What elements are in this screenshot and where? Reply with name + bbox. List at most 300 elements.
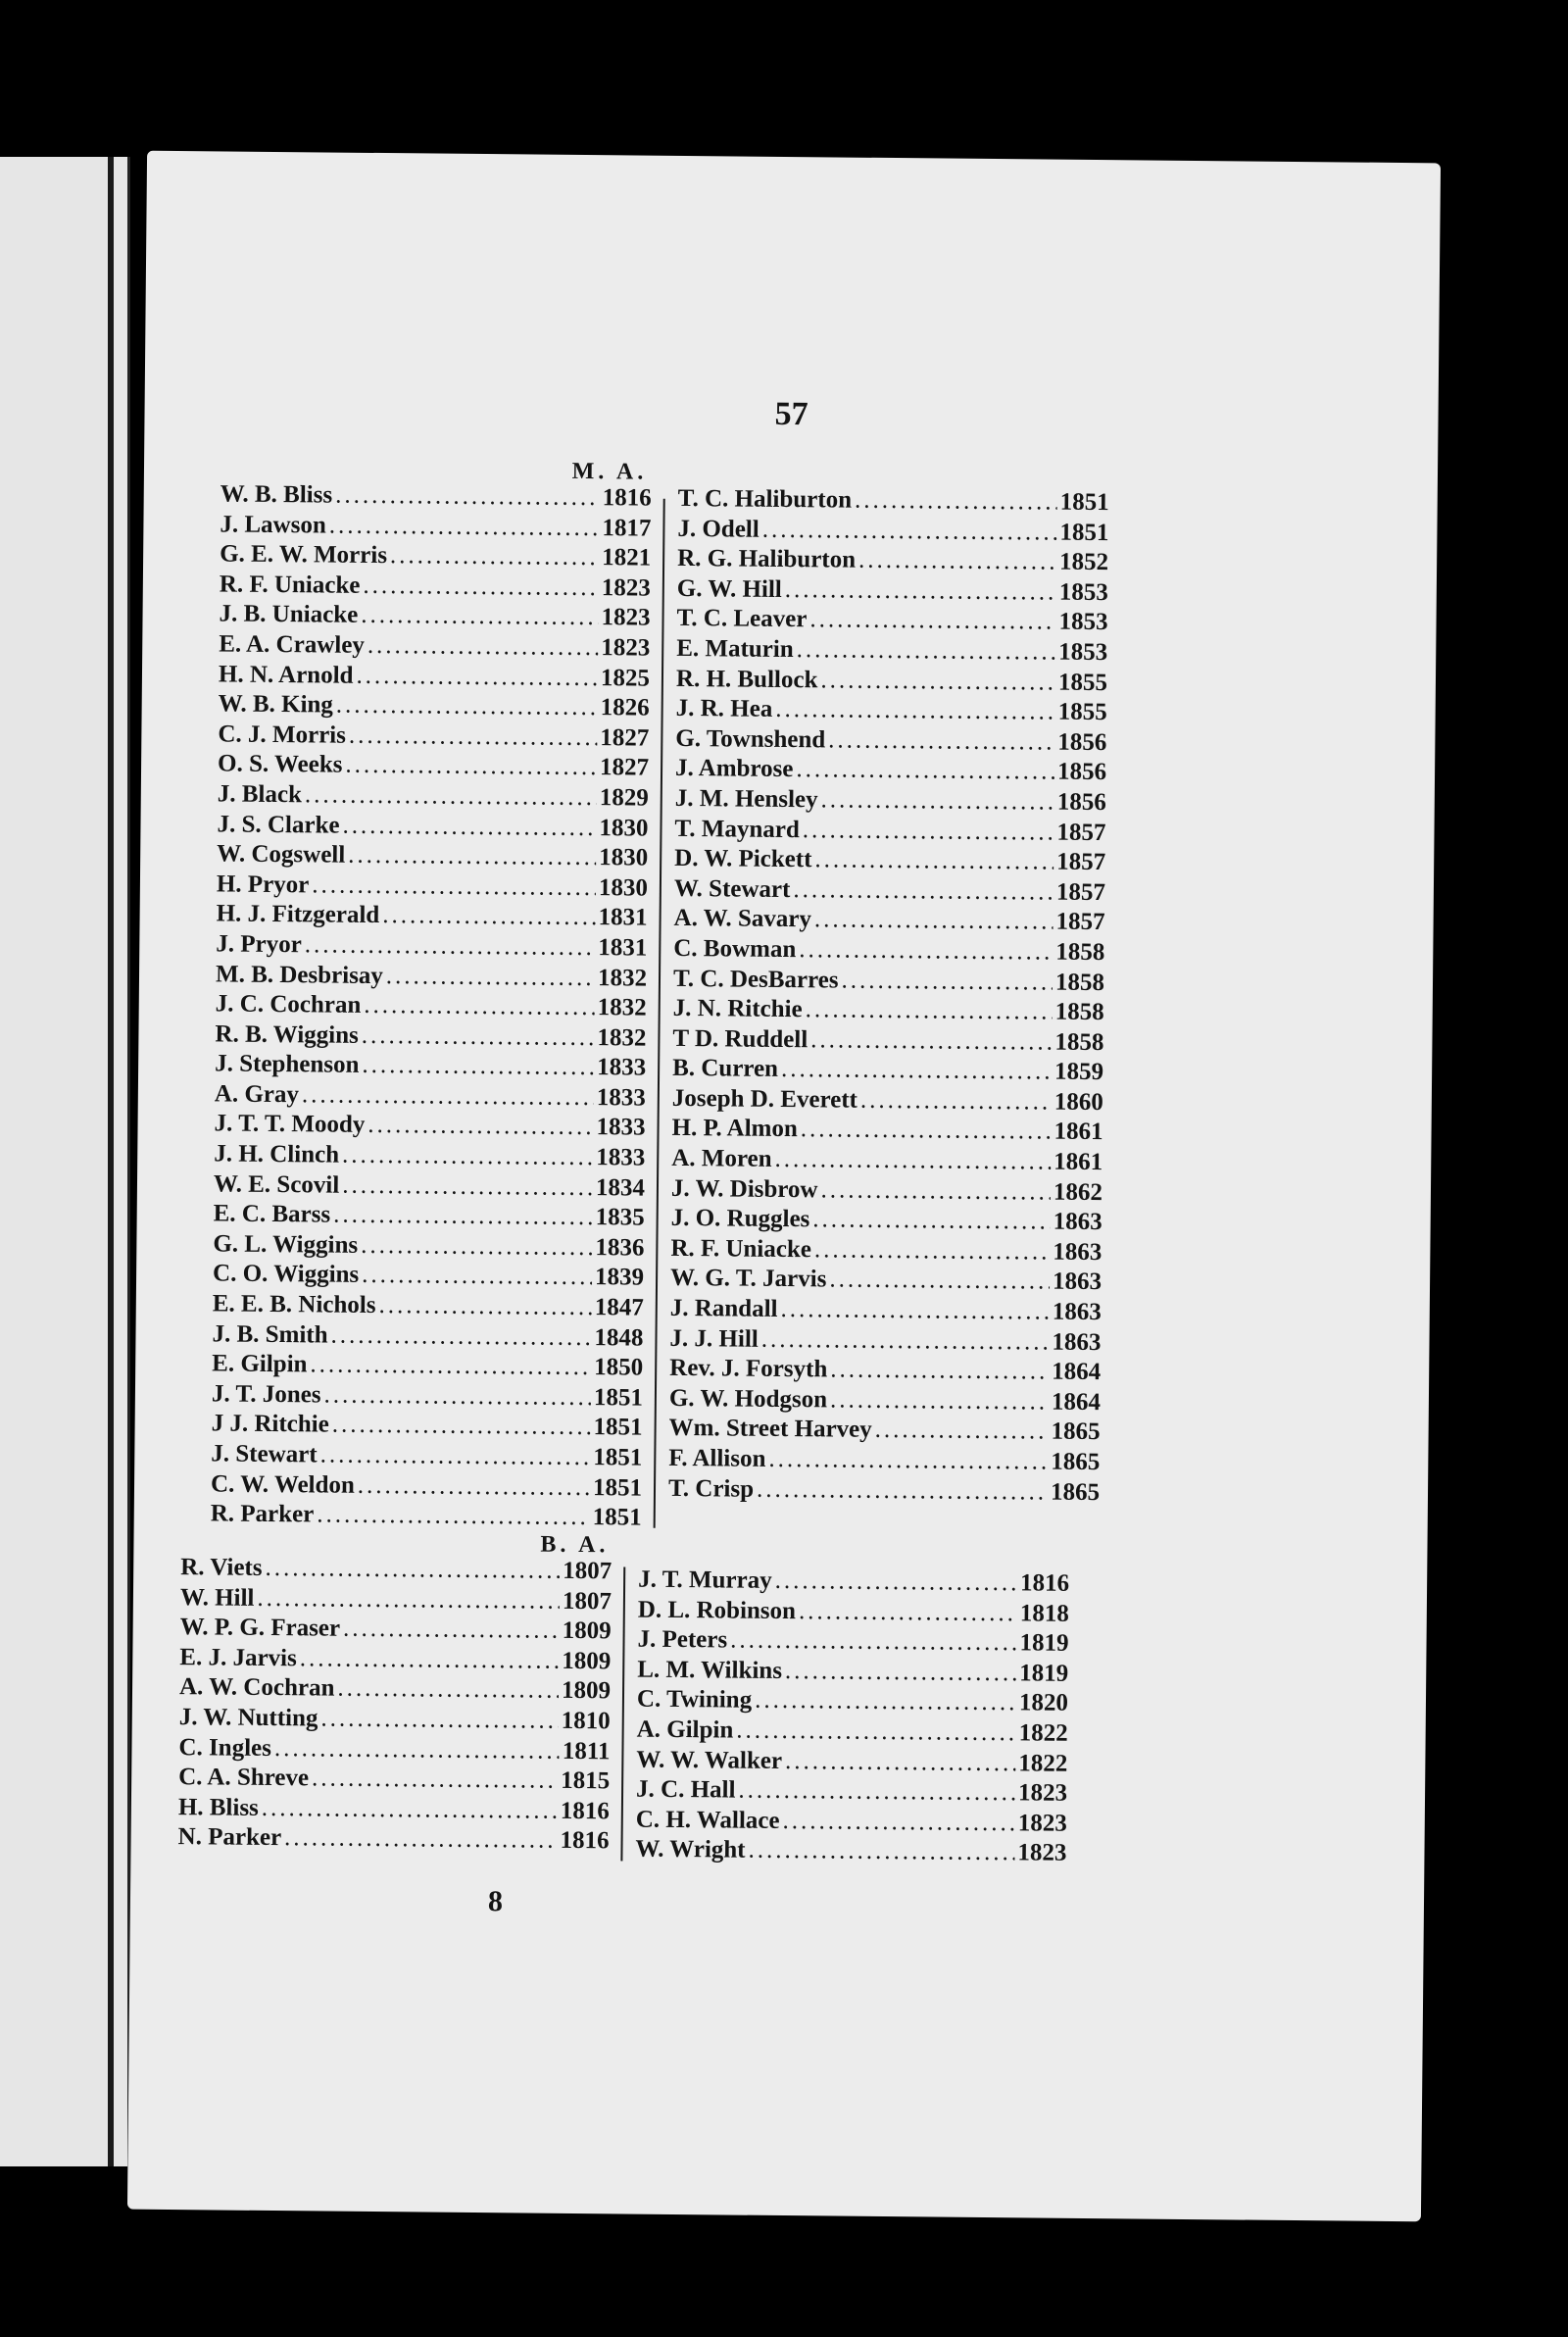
graduate-name: G. W. Hodgson [668, 1384, 828, 1414]
graduation-year: 1816 [602, 484, 652, 512]
graduation-year: 1852 [1058, 548, 1109, 576]
list-item [638, 1566, 1069, 1600]
graduate-name: J. O. Ruggles [670, 1205, 810, 1233]
leader-dots [364, 991, 595, 1023]
leader-dots [362, 1051, 594, 1083]
leader-dots [317, 1501, 590, 1533]
leader-dots [799, 1597, 1017, 1629]
graduate-name: J. B. Uniacke [219, 600, 359, 629]
leader-dots [785, 1747, 1016, 1779]
graduate-name: T. C. Haliburton [677, 484, 853, 514]
graduate-name: C. Bowman [673, 934, 797, 964]
ba-right-column [635, 1566, 1069, 1869]
graduate-name: E. E. B. Nichols [212, 1290, 376, 1319]
graduation-year: 1859 [1054, 1058, 1104, 1086]
leader-dots [809, 606, 1055, 638]
graduate-name: J. Peters [637, 1625, 728, 1654]
ba-heading: B. A. [540, 1531, 610, 1559]
list-item [676, 664, 1107, 698]
graduation-year: 1816 [1019, 1569, 1070, 1597]
list-item [213, 1289, 644, 1323]
graduation-year: 1851 [593, 1414, 643, 1442]
leader-dots [390, 541, 599, 573]
leader-dots [755, 1686, 1016, 1718]
list-item [676, 634, 1107, 669]
leader-dots [775, 695, 1055, 727]
graduate-name: T. Crisp [667, 1474, 755, 1503]
list-item [216, 929, 647, 964]
list-item [180, 1583, 612, 1617]
graduate-name: W. Stewart [673, 874, 791, 903]
list-item [215, 1019, 646, 1054]
list-item [671, 1204, 1102, 1238]
graduation-year: 1832 [597, 994, 647, 1021]
graduate-name: W. B. King [218, 690, 334, 719]
graduate-name: W. W. Walker [636, 1746, 783, 1774]
graduate-name: L. M. Wilkins [637, 1656, 783, 1684]
graduate-name: E. J. Jarvis [179, 1643, 297, 1672]
graduation-year: 1858 [1054, 969, 1105, 996]
graduate-name: J. S. Clarke [217, 810, 340, 839]
leader-dots [342, 1170, 593, 1203]
leader-dots [775, 1566, 1018, 1599]
list-item [212, 1319, 643, 1354]
leader-dots [830, 1356, 1049, 1388]
graduation-year: 1833 [596, 1114, 646, 1142]
list-item [673, 994, 1104, 1028]
previous-page-edge [0, 157, 130, 2166]
graduation-year: 1816 [560, 1827, 610, 1855]
list-item [214, 1139, 645, 1173]
graduate-name: C. A. Shreve [178, 1764, 310, 1792]
graduation-year: 1833 [596, 1144, 646, 1171]
list-item [676, 604, 1107, 638]
graduate-name: C. J. Morris [218, 721, 347, 749]
graduation-year: 1857 [1056, 848, 1106, 876]
leader-dots [780, 1295, 1050, 1327]
list-item [218, 720, 649, 754]
graduate-name: J. H. Clinch [214, 1140, 340, 1168]
graduate-name: R. H. Bullock [675, 665, 818, 693]
graduate-name: W. Wright [635, 1835, 746, 1864]
graduation-year: 1823 [1017, 1839, 1067, 1867]
graduate-name: H. J. Fitzgerald [216, 900, 380, 929]
graduate-name: N. Parker [177, 1823, 282, 1852]
graduation-year: 1809 [562, 1617, 612, 1645]
graduation-year: 1819 [1019, 1660, 1069, 1687]
graduate-name: J. Odell [677, 515, 760, 543]
graduation-year: 1807 [562, 1587, 612, 1615]
graduation-year: 1817 [602, 514, 652, 542]
graduation-year: 1864 [1052, 1358, 1102, 1386]
graduate-name: A. Moren [671, 1144, 772, 1172]
list-item [220, 510, 651, 544]
leader-dots [796, 755, 1054, 787]
graduation-year: 1860 [1054, 1088, 1103, 1116]
leader-dots [329, 511, 600, 543]
leader-dots [361, 1231, 593, 1264]
list-item [673, 904, 1104, 938]
graduate-name: D. W. Pickett [674, 845, 812, 873]
graduation-year: 1857 [1055, 878, 1106, 906]
page-gutter [108, 157, 114, 2166]
list-item [215, 1050, 646, 1084]
graduation-year: 1810 [561, 1707, 611, 1735]
list-item [669, 1384, 1101, 1418]
graduation-year: 1851 [592, 1504, 642, 1531]
graduation-year: 1851 [593, 1383, 644, 1412]
list-item [213, 1229, 644, 1264]
list-item [637, 1625, 1068, 1660]
leader-dots [803, 816, 1054, 848]
list-item [636, 1805, 1067, 1839]
graduation-year: 1830 [599, 844, 649, 871]
graduation-year: 1861 [1054, 1119, 1103, 1146]
graduation-year: 1836 [595, 1233, 645, 1262]
graduation-year: 1864 [1051, 1388, 1102, 1416]
graduation-year: 1863 [1052, 1298, 1102, 1326]
leader-dots [368, 1111, 594, 1143]
leader-dots [342, 1141, 593, 1173]
list-item [215, 1079, 646, 1114]
list-item [675, 724, 1106, 759]
graduate-name: T. C. Leaver [676, 605, 808, 633]
graduate-name: J. Randall [669, 1294, 778, 1322]
graduate-name: J. N. Ritchie [672, 994, 803, 1023]
leader-dots [310, 1351, 591, 1383]
list-item [216, 900, 647, 934]
graduate-name: J. M. Hensley [674, 784, 818, 814]
graduation-year: 1847 [594, 1294, 644, 1321]
graduation-year: 1863 [1052, 1328, 1102, 1356]
list-item [219, 660, 650, 694]
graduation-year: 1851 [593, 1444, 643, 1471]
leader-dots [332, 1411, 591, 1443]
graduation-year: 1850 [594, 1354, 644, 1381]
graduate-name: J. Pryor [216, 930, 302, 959]
graduate-name: J. Lawson [220, 511, 326, 539]
graduate-name: R. B. Wiggins [215, 1020, 359, 1049]
list-item [212, 1379, 643, 1414]
graduate-name: E. Maturin [676, 634, 794, 664]
list-item [676, 694, 1107, 728]
leader-dots [312, 870, 596, 903]
list-item [218, 750, 649, 784]
leader-dots [875, 1416, 1049, 1447]
graduate-name: M. B. Desbrisay [215, 960, 384, 989]
list-item [671, 1114, 1102, 1148]
graduation-year: 1823 [1017, 1810, 1067, 1837]
leader-dots [305, 930, 596, 963]
graduation-year: 1865 [1051, 1418, 1101, 1446]
graduate-name: J. W. Nutting [178, 1704, 318, 1732]
graduation-year: 1809 [562, 1647, 612, 1675]
graduation-year: 1858 [1055, 938, 1105, 967]
graduate-name: W. Hill [179, 1583, 255, 1612]
list-item [677, 544, 1108, 578]
list-item [178, 1733, 610, 1767]
graduate-name: J. W. Disbrow [670, 1174, 818, 1203]
leader-dots [368, 631, 599, 664]
list-item [179, 1613, 611, 1647]
graduate-name: A. Gray [214, 1080, 300, 1109]
graduation-year: 1851 [1059, 519, 1109, 546]
graduate-name: Joseph D. Everett [671, 1084, 858, 1114]
graduation-year: 1820 [1018, 1689, 1069, 1717]
list-item [220, 479, 652, 514]
graduate-name: T D. Ruddell [672, 1024, 808, 1053]
graduate-name: R. Viets [180, 1554, 263, 1581]
graduation-year: 1809 [561, 1677, 612, 1705]
leader-dots [323, 1380, 591, 1413]
list-item [675, 784, 1106, 819]
graduate-name: W. E. Scovil [213, 1170, 340, 1199]
leader-dots [320, 1440, 591, 1472]
leader-dots [386, 962, 595, 994]
leader-dots [342, 811, 596, 843]
graduate-name: W. G. T. Jarvis [669, 1265, 827, 1293]
list-item [178, 1793, 610, 1827]
leader-dots [265, 1554, 560, 1586]
leader-dots [337, 1674, 559, 1707]
graduate-name: C. Ingles [178, 1733, 272, 1762]
leader-dots [797, 635, 1056, 668]
list-item [672, 1024, 1103, 1059]
list-item [220, 540, 651, 574]
leader-dots [736, 1716, 1016, 1749]
graduate-name: J. C. Hall [635, 1775, 736, 1804]
list-item [637, 1655, 1068, 1689]
list-item [216, 990, 647, 1024]
graduation-year: 1827 [600, 723, 650, 752]
list-item [219, 690, 650, 724]
list-item [677, 574, 1108, 609]
graduate-name: C. W. Weldon [210, 1469, 356, 1499]
leader-dots [738, 1776, 1015, 1809]
list-item [668, 1473, 1100, 1508]
graduate-name: H. N. Arnold [218, 661, 354, 689]
leader-dots [335, 481, 600, 514]
list-item [179, 1643, 611, 1677]
graduate-name: W. P. G. Fraser [179, 1614, 341, 1642]
graduation-year: 1833 [596, 1084, 646, 1112]
leader-dots [814, 845, 1054, 877]
graduation-year: 1863 [1052, 1268, 1102, 1296]
list-item [669, 1324, 1101, 1359]
list-item [219, 629, 650, 664]
graduate-name: B. Curren [672, 1055, 779, 1083]
list-item [217, 840, 648, 874]
graduate-name: G. Townshend [675, 724, 826, 754]
list-item [671, 1174, 1102, 1209]
list-item [216, 960, 647, 994]
leader-dots [349, 721, 598, 753]
graduate-name: R. F. Uniacke [219, 571, 361, 599]
graduation-year: 1823 [1017, 1779, 1068, 1807]
graduation-year: 1831 [598, 904, 648, 931]
list-item [668, 1444, 1100, 1478]
list-item [674, 814, 1105, 848]
leader-dots [333, 1201, 593, 1233]
graduate-name: J J. Ritchie [211, 1410, 329, 1438]
graduate-name: E. A. Crawley [219, 630, 366, 659]
leader-dots [358, 1470, 590, 1503]
leader-dots [820, 666, 1055, 698]
graduation-year: 1855 [1057, 669, 1108, 696]
leader-dots [356, 661, 598, 693]
graduation-year: 1832 [597, 964, 648, 992]
list-item [637, 1685, 1068, 1719]
list-item [636, 1745, 1067, 1779]
leader-dots [828, 725, 1054, 758]
graduation-year: 1807 [563, 1557, 612, 1585]
list-item [670, 1294, 1102, 1328]
graduation-year: 1865 [1051, 1448, 1101, 1476]
graduate-name: C. O. Wiggins [212, 1260, 360, 1289]
graduate-name: C. H. Wallace [635, 1806, 780, 1834]
ma-heading: M. A. [571, 458, 648, 485]
graduate-name: J. B. Smith [212, 1320, 328, 1349]
graduation-year: 1853 [1058, 638, 1108, 667]
graduation-year: 1818 [1019, 1599, 1069, 1627]
leader-dots [781, 1055, 1052, 1087]
list-item [211, 1410, 642, 1444]
list-item [635, 1835, 1066, 1869]
graduate-name: J. Black [217, 780, 303, 809]
leader-dots [305, 780, 597, 813]
graduation-year: 1833 [597, 1054, 647, 1081]
graduation-year: 1827 [599, 754, 650, 781]
graduation-year: 1851 [592, 1473, 643, 1502]
list-item [636, 1775, 1067, 1810]
ba-left-column [177, 1553, 612, 1857]
graduate-name: R. F. Uniacke [670, 1234, 812, 1264]
graduation-year: 1861 [1054, 1148, 1103, 1176]
graduate-name: J. T. Jones [211, 1380, 321, 1409]
graduation-year: 1857 [1056, 819, 1106, 846]
leader-dots [793, 875, 1054, 908]
leader-dots [785, 1657, 1017, 1689]
leader-dots [361, 601, 599, 633]
list-item [214, 1200, 645, 1234]
list-item [674, 844, 1105, 878]
list-item [180, 1553, 612, 1587]
list-item [214, 1110, 645, 1144]
graduation-year: 1856 [1056, 788, 1106, 817]
graduation-year: 1831 [598, 934, 648, 962]
graduate-name: A. Gilpin [636, 1715, 734, 1744]
leader-dots [257, 1583, 560, 1616]
ma-left-column [211, 479, 652, 1533]
leader-dots [345, 751, 597, 783]
list-item [179, 1672, 611, 1707]
leader-dots [799, 935, 1053, 968]
list-item [675, 754, 1106, 788]
list-item [178, 1763, 610, 1797]
list-item [677, 515, 1108, 549]
graduate-name: W. Cogswell [217, 840, 346, 869]
graduate-name: F. Allison [668, 1444, 766, 1472]
list-item [673, 964, 1104, 998]
graduate-name: J. Ambrose [674, 755, 794, 783]
leader-dots [782, 1807, 1015, 1839]
list-item [212, 1350, 643, 1384]
graduation-year: 1862 [1053, 1178, 1103, 1206]
graduation-year: 1855 [1057, 698, 1107, 726]
leader-dots [801, 1116, 1052, 1148]
leader-dots [730, 1626, 1017, 1659]
leader-dots [300, 1644, 560, 1676]
graduation-year: 1822 [1018, 1749, 1068, 1777]
list-item [217, 810, 648, 844]
leader-dots [302, 1080, 594, 1113]
graduation-year: 1825 [600, 664, 651, 692]
graduate-name: E. Gilpin [212, 1350, 308, 1378]
graduation-year: 1829 [599, 784, 649, 812]
leader-dots [320, 1704, 559, 1736]
ba-column-divider [620, 1566, 625, 1861]
leader-dots [814, 1235, 1051, 1268]
graduate-name: J. R. Hea [675, 695, 773, 723]
list-item [671, 1144, 1102, 1178]
graduate-name: H. Pryor [216, 870, 310, 899]
list-item [674, 874, 1105, 909]
leader-dots [820, 785, 1054, 818]
book-page [127, 151, 1441, 2222]
graduate-name: J. T. T. Moody [214, 1110, 366, 1139]
graduate-name: Wm. Street Harvey [668, 1415, 872, 1444]
leader-dots [284, 1823, 558, 1856]
graduation-year: 1858 [1054, 998, 1104, 1026]
graduate-name: C. Twining [636, 1685, 753, 1715]
leader-dots [378, 1291, 592, 1323]
graduation-year: 1826 [600, 694, 650, 721]
graduate-name: R. Parker [210, 1500, 315, 1528]
leader-dots [761, 1324, 1050, 1357]
graduate-name: H. Bliss [177, 1793, 260, 1821]
graduation-year: 1863 [1053, 1208, 1102, 1236]
list-item [670, 1234, 1102, 1268]
graduation-year: 1848 [594, 1323, 644, 1352]
list-item [668, 1414, 1100, 1448]
list-item [672, 1084, 1103, 1119]
list-item [219, 600, 650, 634]
graduation-year: 1856 [1056, 759, 1107, 786]
signature-mark: 8 [487, 1885, 504, 1918]
graduation-year: 1823 [601, 634, 651, 662]
graduate-name: J. Stewart [211, 1440, 318, 1468]
leader-dots [343, 1615, 560, 1647]
graduation-year: 1851 [1059, 488, 1109, 517]
graduation-year: 1822 [1018, 1719, 1068, 1747]
leader-dots [312, 1765, 558, 1797]
leader-dots [814, 906, 1054, 938]
list-item [638, 1595, 1069, 1629]
list-item [670, 1264, 1102, 1298]
list-item [678, 484, 1109, 519]
graduation-year: 1835 [595, 1204, 645, 1231]
leader-dots [768, 1445, 1048, 1477]
leader-dots [820, 1175, 1051, 1208]
graduation-year: 1832 [597, 1023, 647, 1052]
graduation-year: 1830 [599, 814, 649, 842]
leader-dots [362, 1021, 595, 1054]
graduation-year: 1853 [1058, 609, 1108, 636]
leader-dots [774, 1145, 1051, 1177]
graduate-name: G. E. W. Morris [220, 540, 388, 570]
list-item [673, 934, 1104, 969]
graduation-year: 1821 [602, 544, 652, 572]
